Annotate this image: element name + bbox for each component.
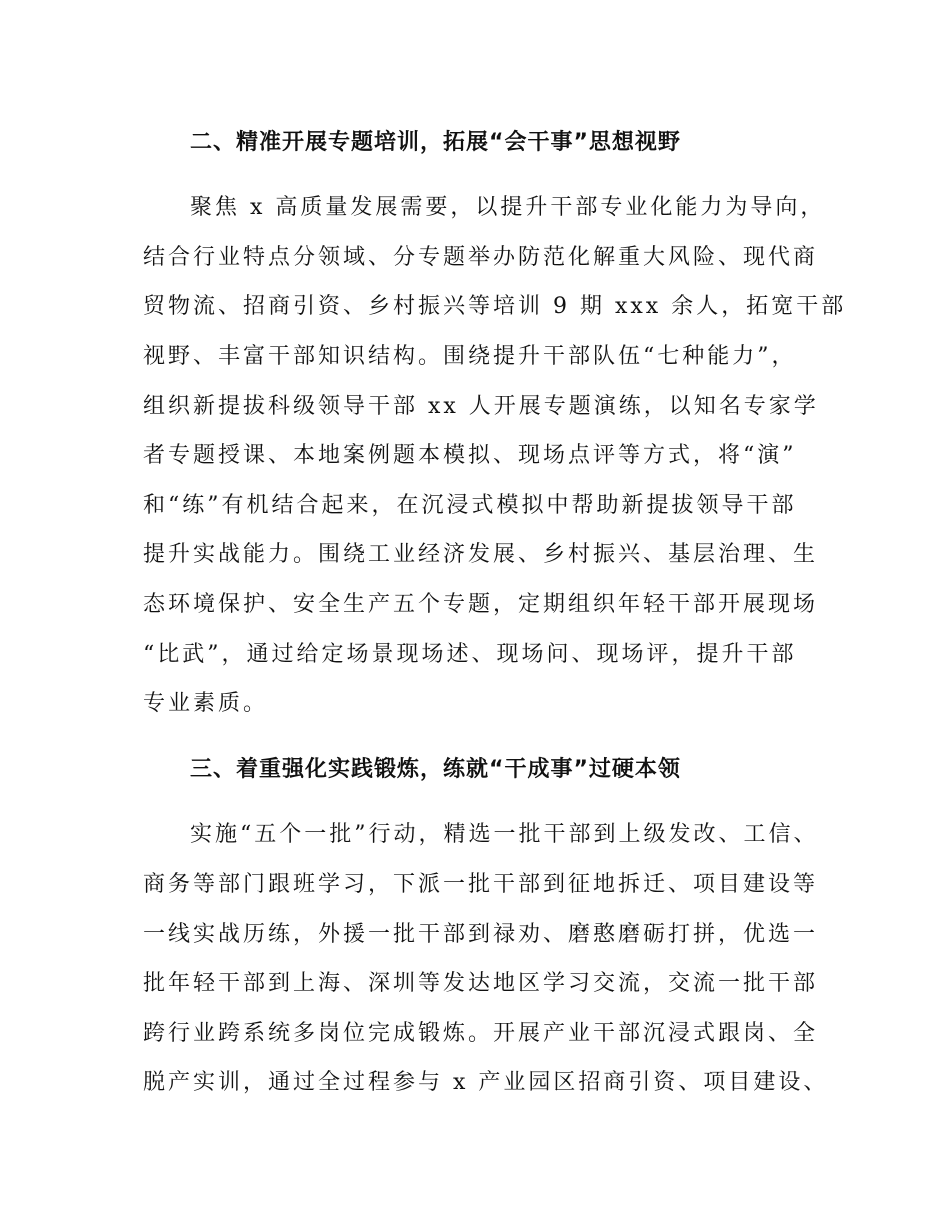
section-heading-2: 二、精准开展专题培训，拓展“会干事”思想视野 bbox=[190, 130, 681, 155]
paragraph-line: 态环境保护、安全生产五个专题，定期组织年轻干部开展现场 bbox=[143, 592, 819, 617]
paragraph-line: 贸物流、招商引资、乡村振兴等培训 9 期 xxx 余人，拓宽干部 bbox=[143, 294, 847, 319]
paragraph-line: “比武”，通过给定场景现场述、现场问、现场评，提升干部 bbox=[143, 642, 797, 667]
paragraph-line: 和“练”有机结合起来，在沉浸式模拟中帮助新提拔领导干部 bbox=[143, 493, 797, 518]
paragraph-line: 视野、丰富干部知识结构。围绕提升干部队伍“七种能力”， bbox=[143, 344, 797, 369]
paragraph-line: 批年轻干部到上海、深圳等发达地区学习交流，交流一批干部 bbox=[143, 971, 819, 996]
section-heading-3: 三、着重强化实践锻炼，练就“干成事”过硬本领 bbox=[190, 757, 681, 782]
paragraph-line: 者专题授课、本地案例题本模拟、现场点评等方式，将“演” bbox=[143, 443, 797, 468]
paragraph-line: 结合行业特点分领域、分专题举办防范化解重大风险、现代商 bbox=[143, 245, 819, 270]
paragraph-line: 跨行业跨系统多岗位完成锻炼。开展产业干部沉浸式跟岗、全 bbox=[143, 1021, 819, 1046]
paragraph-line: 脱产实训，通过全过程参与 x 产业园区招商引资、项目建设、 bbox=[143, 1070, 829, 1095]
paragraph-line: 组织新提拔科级领导干部 xx 人开展专题演练，以知名专家学 bbox=[143, 394, 819, 419]
paragraph-line: 一线实战历练，外援一批干部到禄劝、磨憨磨砺打拼，优选一 bbox=[143, 922, 819, 947]
paragraph-line: 提升实战能力。围绕工业经济发展、乡村振兴、基层治理、生 bbox=[143, 542, 819, 567]
paragraph-line: 聚焦 x 高质量发展需要，以提升干部专业化能力为导向， bbox=[190, 195, 826, 220]
paragraph-line: 专业素质。 bbox=[143, 691, 269, 716]
paragraph-line: 实施“五个一批”行动，精选一批干部到上级发改、工信、 bbox=[190, 822, 819, 847]
paragraph-line: 商务等部门跟班学习，下派一批干部到征地拆迁、项目建设等 bbox=[143, 872, 819, 897]
